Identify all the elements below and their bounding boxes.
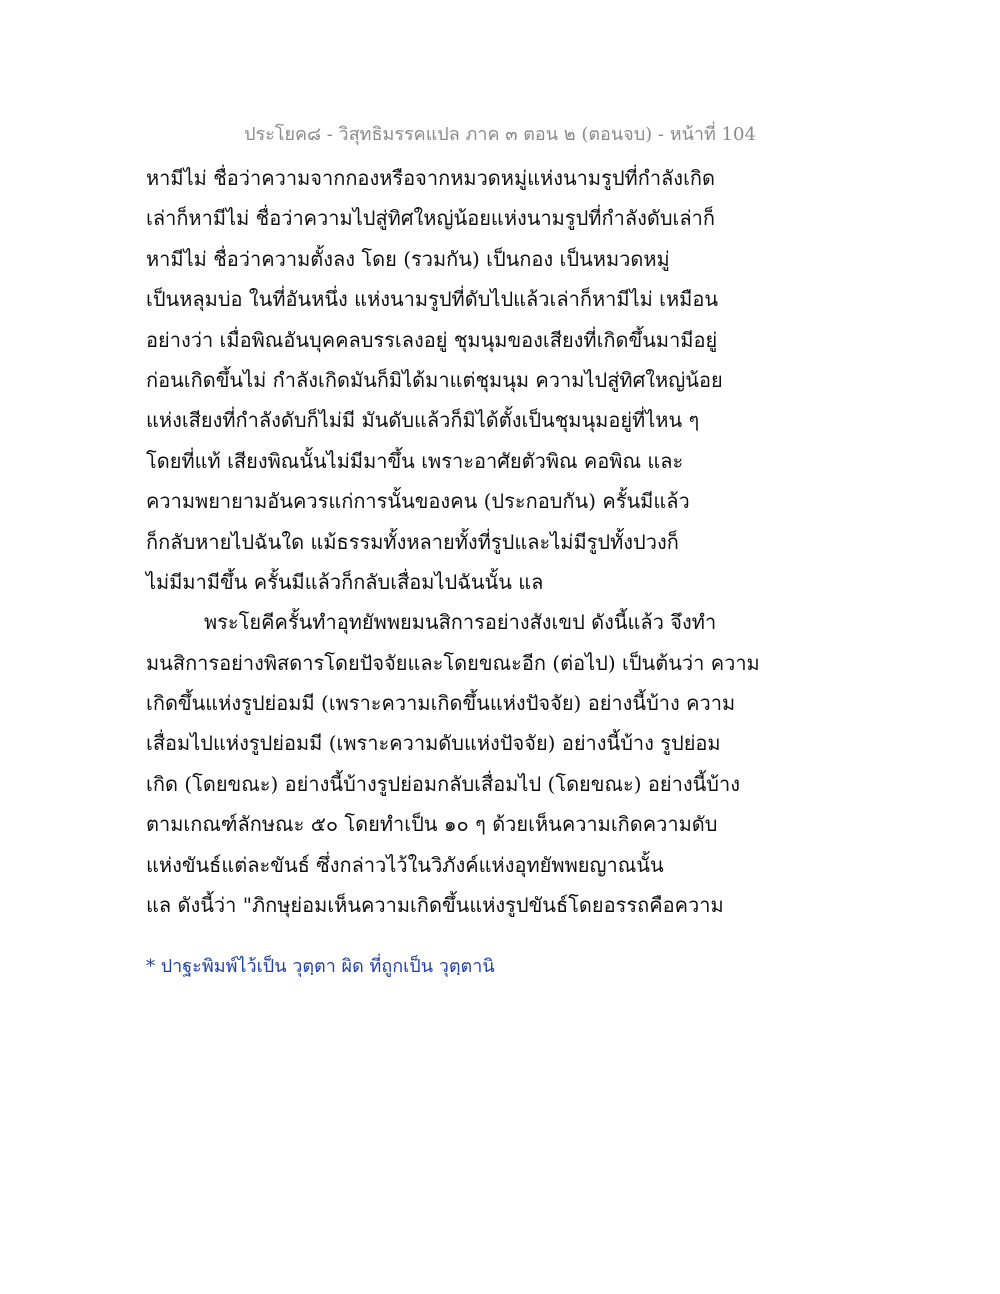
text-line: ก็กลับหายไปฉันใด แม้ธรรมทั้งหลายทั้งที่รูปและไม่มีรูปทั้งปวงก็ <box>146 529 679 554</box>
text-line: ความพยายามอันควรแก่การนั้นของคน (ประกอบกัน) ครั้นมีแล้ว <box>146 489 690 514</box>
text-line: ไม่มีมามีขึ้น ครั้นมีแล้วก็กลับเสื่อมไปฉันนั้น แล <box>146 569 544 594</box>
text-line: โดยที่แท้ เสียงพิณนั้นไม่มีมาขึ้น เพราะอาศัยตัวพิณ คอพิณ และ <box>146 448 684 473</box>
text-line: อย่างว่า เมื่อพิณอันบุคคลบรรเลงอยู่ ชุมนุมของเสียงที่เกิดขึ้นมามีอยู่ <box>146 327 718 352</box>
text-line: มนสิการอย่างพิสดารโดยปัจจัยและโดยขณะอีก (ต่อไป) เป็นต้นว่า ความ <box>146 650 760 675</box>
text-line: ก่อนเกิดขึ้นไม่ กำลังเกิดมันก็มิได้มาแต่ชุมนุม ความไปสู่ทิศใหญ่น้อย <box>146 367 723 392</box>
text-line: แห่งเสียงที่กำลังดับก็ไม่มี มันดับแล้วก็มิได้ตั้งเป็นชุมนุมอยู่ที่ไหน ๆ <box>146 408 700 433</box>
text-line: แห่งขันธ์แต่ละขันธ์ ซึ่งกล่าวไว้ในวิภังค์แห่งอุทยัพพยญาณนั้น <box>146 852 664 877</box>
text-line: หามีไม่ ชื่อว่าความตั้งลง โดย (รวมกัน) เป็นกอง เป็นหมวดหมู่ <box>146 246 670 271</box>
page-header: ประโยค๘ - วิสุทธิมรรคแปล ภาค ๓ ตอน ๒ (ตอนจบ) - หน้าที่ 104 <box>244 124 756 145</box>
text-line: เกิดขึ้นแห่งรูปย่อมมี (เพราะความเกิดขึ้นแห่งปัจจัย) อย่างนี้บ้าง ความ <box>146 691 736 716</box>
text-line: เล่าก็หามีไม่ ชื่อว่าความไปสู่ทิศใหญ่น้อยแห่งนามรูปที่กำลังดับเล่าก็ <box>146 206 715 231</box>
text-line: เกิด (โดยขณะ) อย่างนี้บ้างรูปย่อมกลับเสื่อมไป (โดยขณะ) อย่างนี้บ้าง <box>146 771 740 796</box>
paragraph-start-line: พระโยคีครั้นทำอุทยัพพยมนสิการอย่างสังเขป ดังนี้แล้ว จึงทำ <box>204 610 717 635</box>
text-line: ตามเกณฑ์ลักษณะ ๕๐ โดยทำเป็น ๑๐ ๆ ด้วยเห็นความเกิดความดับ <box>146 812 718 837</box>
text-line: หามีไม่ ชื่อว่าความจากกองหรือจากหมวดหมู่แห่งนามรูปที่กำลังเกิด <box>146 166 716 190</box>
body-text <box>146 158 760 925</box>
text-line: เป็นหลุมบ่อ ในที่อันหนึ่ง แห่งนามรูปที่ดับไปแล้วเล่าก็หามีไม่ เหมือน <box>146 287 719 312</box>
text-line: แล ดังนี้ว่า "ภิกษุย่อมเห็นความเกิดขึ้นแห่งรูปขันธ์โดยอรรถคือความ <box>146 893 724 918</box>
footnote: * ปาฐะพิมพ์ไว้เป็น วุตฺตา ผิด ที่ถูกเป็น วุตฺตานิ <box>146 956 495 977</box>
text-line: เสื่อมไปแห่งรูปย่อมมี (เพราะความดับแห่งปัจจัย) อย่างนี้บ้าง รูปย่อม <box>146 731 721 756</box>
